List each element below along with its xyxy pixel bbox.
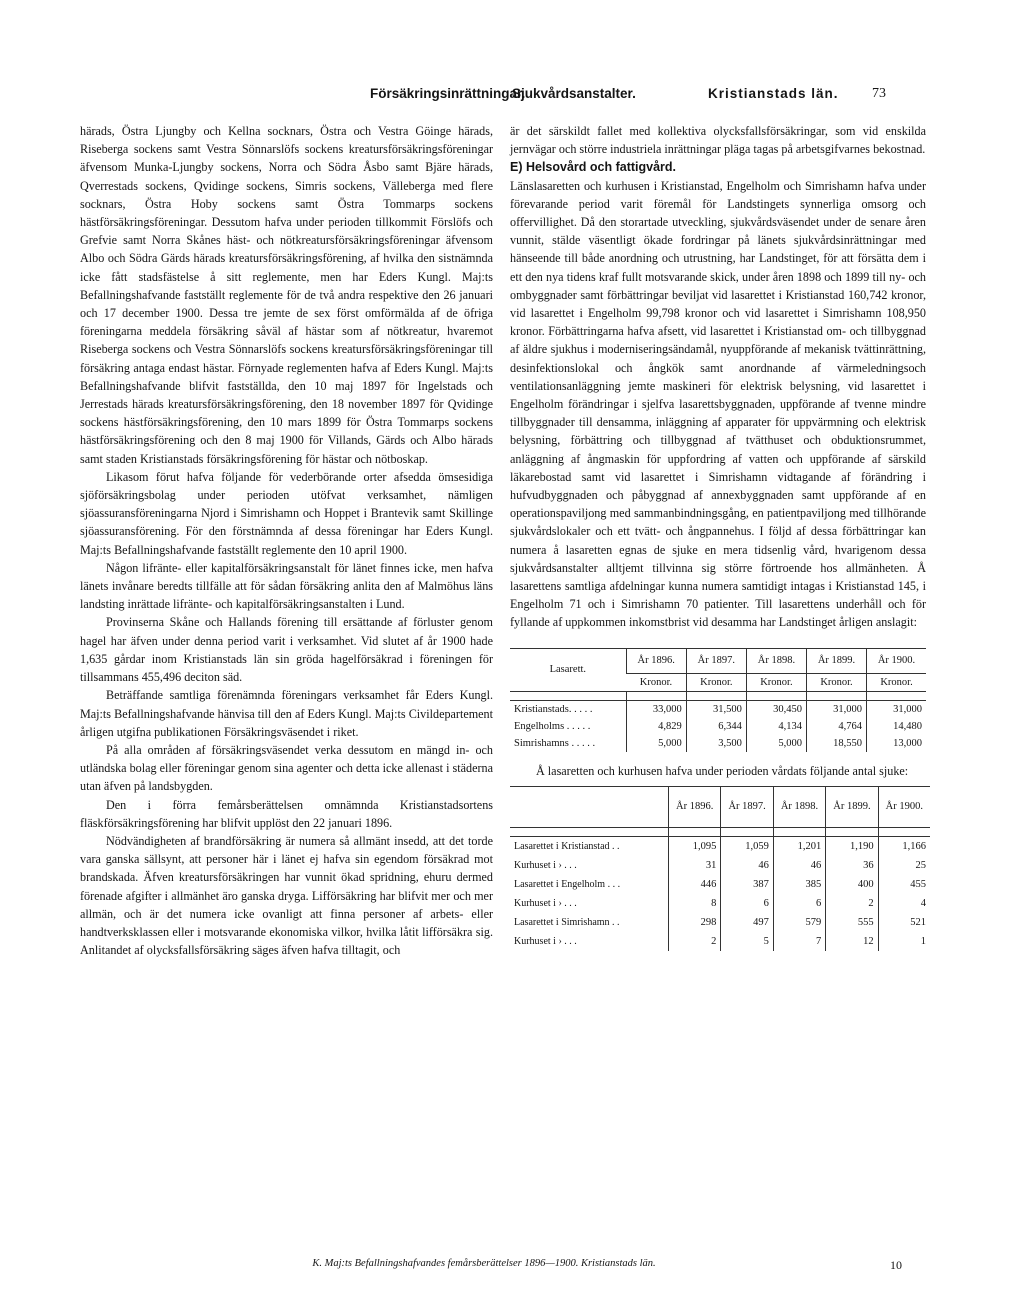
table-row (510, 856, 930, 875)
cell: 2 (826, 894, 878, 913)
running-head-right: Kristianstads län. (708, 86, 839, 101)
cell: 4,134 (746, 718, 806, 735)
table-row (510, 718, 926, 735)
table2-year: År 1900. (878, 786, 930, 827)
cell: 31,500 (686, 700, 746, 718)
cell: 446 (669, 875, 721, 894)
cell: 25 (878, 856, 930, 875)
table-row (510, 836, 930, 856)
table1-unit: Kronor. (746, 673, 806, 691)
cell: 387 (721, 875, 773, 894)
table1-year: År 1898. (746, 648, 806, 673)
row-label: Kurhuset i › . . . (514, 859, 577, 871)
cell: 4,829 (626, 718, 686, 735)
cell: 31,000 (867, 700, 926, 718)
cell: 31,000 (806, 700, 866, 718)
cell: 1,059 (721, 836, 773, 856)
cell: 13,000 (867, 735, 926, 752)
funding-table (510, 648, 926, 752)
paragraph-8: Nödvändigheten af brandförsäkring är numera så allmänt insedd, att det torde vara ganska sällsynt, att personer här i länet ej hafva sin egendom försäkrad mot brandskada. Äfven kreatursförsäkringen har vunnit ökad spridning, ehuru dermed förenade afgifter i allmänhet äro ganska dryga. Lifförsäkring har blifvit mer och mer allmän, och är det numera icke ovanligt att finna personer af arbets- eller handtverksklassen eller i motsvarande ekonomiska vilkor, hvilka låtit lifförsäkra sig. Anlitandet af olycksfallsförsäkring säges äfven hafva tilltagit, och (80, 833, 493, 958)
cell: 5,000 (626, 735, 686, 752)
cell: 30,450 (746, 700, 806, 718)
row-label: Simrishamns . . . . . (514, 737, 596, 749)
table1-unit: Kronor. (806, 673, 866, 691)
table1-unit: Kronor. (686, 673, 746, 691)
page-number: 73 (872, 86, 886, 101)
cell: 497 (721, 913, 773, 932)
cell: 4,764 (806, 718, 866, 735)
page-header (0, 86, 1024, 110)
paragraph-4: Provinserna Skåne och Hallands förening till ersättande af förluster genom hagel har äfven under denna period varit i verksamhet. Vid slutet af år 1900 hade 1,635 gårdar inom Kristianstads län sin gröda hagelförsäkrad i föreningen för tillsammans 455,496 deciton säd. (80, 615, 493, 685)
table-row (510, 932, 930, 951)
table1-row-header: Lasarett. (510, 648, 626, 691)
section-heading (510, 158, 926, 176)
cell: 1,095 (669, 836, 721, 856)
cell: 3,500 (686, 735, 746, 752)
table2-corner (510, 786, 669, 827)
cell: 31 (669, 856, 721, 875)
cell: 46 (773, 856, 825, 875)
cell: 6,344 (686, 718, 746, 735)
table-row (510, 894, 930, 913)
section-label: E) Helsovård och fattigvård. (510, 160, 677, 175)
paragraph-1: härads, Östra Ljungby och Kellna socknars, Östra och Vestra Göinge härads, Riseberga sockens samt Vestra Sönnarslöfs sockens kreatursförsäkringsföreningar äfvensom Munka-Ljungby sockens, Norra och Södra Åsbo samt Bjäre härads, Qverrestads sockens, Qvidinge sockens, Simris sockens, Välleberga med flere socknars, Östra Hoby sockens samt Östra Tommarps sockens hästförsäkringsföreningar. Dessutom hafva under perioden tillkommit Förslöfs och Grefvie samt Norra Skånes häst- och nötkreatursförsäkringsföreningar äfvensom Albo och Södra Gärds härads kreatursförsäkringsförening, af hvilka den sistnämnda icke fått stadsfästelse å sitt reglemente, men har Eders Kungl. Maj:ts Befallningshafvande fastställt reglemente för de två andra respektive den 26 januari och 17 december 1900. Dessa tre jemte de sex först omförmälda af de öfriga föreningarna meddela försäkring såväl af hästar som af nötkreatur, hvaremot Riseberga sockens och Vestra Sönnarslöfs sockens kreatursförsäkringsföreningar till försäkring antaga endast hästar. Förnyade reglementen hafva af Eders Kungl. Maj:ts Befallningshafvande blifvit fastställda, den 10 maj 1897 för Ingelstads och Jerrestads härads kreatursförsäkringsförening, den 18 november 1897 för Qvidinge sockens hästförsäkringsförening, den 10 mars 1899 för Östra Tommarps sockens hästförsäkringsförening och den 8 maj 1900 för Villands, Gärds och Albo härads samt staden Kristianstads försäkringsförening för hästar och nötboskap. (80, 124, 493, 466)
table-row (510, 875, 930, 894)
cell: 1 (878, 932, 930, 951)
cell: 385 (773, 875, 825, 894)
page-footer (0, 1258, 1024, 1278)
paragraph-7: Den i förra femårsberättelsen omnämnda Kristianstadsortens fläskförsäkringsförening har blifvit upplöst den 22 januari 1896. (80, 797, 493, 830)
running-head-middle: Sjukvårdsanstalter. (512, 86, 636, 101)
cell: 555 (826, 913, 878, 932)
cell: 46 (721, 856, 773, 875)
table2-year: År 1896. (669, 786, 721, 827)
section-body: Länslasaretten och kurhusen i Kristianstad, Engelholm och Simrishamn hafva under förevarande period varit föremål för Landstingets synnerliga omsorg och offervillighet. Då den storartade utveckling, sjukvårdsväsendet under de senare åren vunnit, stälde väsentligt ökade fordringar på länets sjukvårdsinrättningar med hänseende till både anordning och utrustning, har Landstinget, för att försätta dem i ett den nya tidens kraf fullt motsvarande skick, under åren 1898 och 1899 till ny- och ombyggnader samt förbättringar beviljat vid lasarettet i Kristianstad 160,742 kronor, vid lasarettet i Engelholm 99,798 kronor och vid lasarettet i Simrishamn 108,950 kronor. Förbättringarna hafva afsett, vid lasarettet i Kristianstad om- och tillbyggnad af äldre sjukhus i moderniseringsändamål, nyuppförande af mekanisk tvättinrättning, desinfektionslokal och ångkök samt anordnande af värmeledningsoch ventilationsanläggning jemte maskineri för elektrisk belysning, vid lasarettet i Engelholm förändringar i sjelfva lasarettsbyggnaden, uppförande af tvenne mindre tillbyggnader till densamma, inläggning af apparater för uppvärmning och elektrisk belysning, förbättring och tillbyggnad af tvätthuset och obduktionsrummet, anläggning af ångmaskin för uppfordring af vatten och uppförande af särskild läkarebostad samt vid lasarettet i Simrishamn vidtagande af förändring i hufvudbyggnaden och påbyggnad af annexbyggnaden samt uppförande af en operationspaviljong med sammanbindningsgång, en patientpaviljong med tillhörande sjukvårdslokaler och ett tvätt- och ångpannehus. I följd af dessa förbättringar kan numera å lasaretten egnas de sjuke en mera tidsenlig vård, hvarigenom dessa sjukvårdsanstalter alltjemt tillvinna sig större förtroende hos allmänheten. Å lasarettens samtliga afdelningar kunna numera samtidigt intagas i Kristianstad 145, i Engelholm 71 och i Simrishamn 70 patienter. Till lasarettens underhåll och för fyllande af uppkommen inkomstbrist vid desamma har Landstinget årligen anslagit: (510, 178, 926, 630)
right-intro-paragraph: är det särskildt fallet med kollektiva olycksfallsförsäkringar, som vid enskilda jernvägar och större industriela inrättningar pläga tagas på arbetsgifvarnes bekostnad. (510, 124, 926, 157)
running-head-left: Försäkringsinrättningar. (370, 86, 526, 101)
table2-year: År 1898. (773, 786, 825, 827)
cell: 521 (878, 913, 930, 932)
table1-unit: Kronor. (626, 673, 686, 691)
table1-year: År 1896. (626, 648, 686, 673)
footer-text: K. Maj:ts Befallningshafvandes femårsberättelser 1896—1900. Kristianstads län. (312, 1258, 656, 1269)
cell: 455 (878, 875, 930, 894)
table1-year: År 1900. (867, 648, 926, 673)
cell: 5 (721, 932, 773, 951)
table-row (510, 735, 926, 752)
cell: 6 (773, 894, 825, 913)
left-column (80, 122, 493, 959)
cell: 14,480 (867, 718, 926, 735)
row-label: Lasarettet i Simrishamn . . (514, 916, 620, 928)
cell: 1,190 (826, 836, 878, 856)
table1-year: År 1897. (686, 648, 746, 673)
table-row (510, 700, 926, 718)
cell: 33,000 (626, 700, 686, 718)
row-label: Kurhuset i › . . . (514, 897, 577, 909)
paragraph-3: Någon lifränte- eller kapitalförsäkringsanstalt för länet finnes icke, men hafva länets invånare beredts tillfälle att för sådan försäkring anlita den af Malmöhus läns landsting inrättade lifränte- och kapitalförsäkringsanstalten i Lund. (80, 560, 493, 612)
table1-unit: Kronor. (867, 673, 926, 691)
paragraph-5: Beträffande samtliga förenämnda föreningars verksamhet får Eders Kungl. Maj:ts Befallningshafvande hänvisa till den af Eders Kungl. Maj:ts Civildepartement årligen utgifna publikationen Försäkringsväsendet i riket. (80, 688, 493, 739)
row-label: Kristianstads. . . . . (514, 703, 593, 715)
table2-year: År 1897. (721, 786, 773, 827)
table2-year: År 1899. (826, 786, 878, 827)
cell: 6 (721, 894, 773, 913)
cell: 298 (669, 913, 721, 932)
cell: 1,201 (773, 836, 825, 856)
cell: 5,000 (746, 735, 806, 752)
paragraph-2: Likasom förut hafva följande för vederbörande orter afsedda ömsesidiga sjöförsäkringsbolag under perioden utöfvat verksamhet, nämligen sjöassuransföreningarna Njord i Simrishamn och Hoppet i Brantevik samt Skillinge sjöassuransförening. För den förstnämnda af dessa föreningar har Eders Kungl. Maj:ts Befallningshafvande fastställt reglemente den 10 april 1900. (80, 469, 493, 557)
table2-intro: Å lasaretten och kurhusen hafva under perioden vårdats följande antal sjuke: (536, 763, 909, 778)
cell: 36 (826, 856, 878, 875)
cell: 7 (773, 932, 825, 951)
table-row (510, 913, 930, 932)
right-column (510, 122, 926, 951)
cell: 579 (773, 913, 825, 932)
signature-mark: 10 (890, 1258, 902, 1272)
row-label: Kurhuset i › . . . (514, 935, 577, 947)
row-label: Lasarettet i Kristianstad . . (514, 840, 620, 852)
patients-table (510, 786, 930, 951)
cell: 12 (826, 932, 878, 951)
table1-year: År 1899. (806, 648, 866, 673)
row-label: Engelholms . . . . . (514, 720, 591, 732)
cell: 4 (878, 894, 930, 913)
cell: 8 (669, 894, 721, 913)
cell: 2 (669, 932, 721, 951)
paragraph-6: På alla områden af försäkringsväsendet verka dessutom en mängd in- och utländska bolag eller föreningar genom sina agenter och detta icke allenast i städerna utan äfven på landsbygden. (80, 742, 493, 794)
cell: 18,550 (806, 735, 866, 752)
cell: 1,166 (878, 836, 930, 856)
row-label: Lasarettet i Engelholm . . . (514, 878, 621, 890)
cell: 400 (826, 875, 878, 894)
